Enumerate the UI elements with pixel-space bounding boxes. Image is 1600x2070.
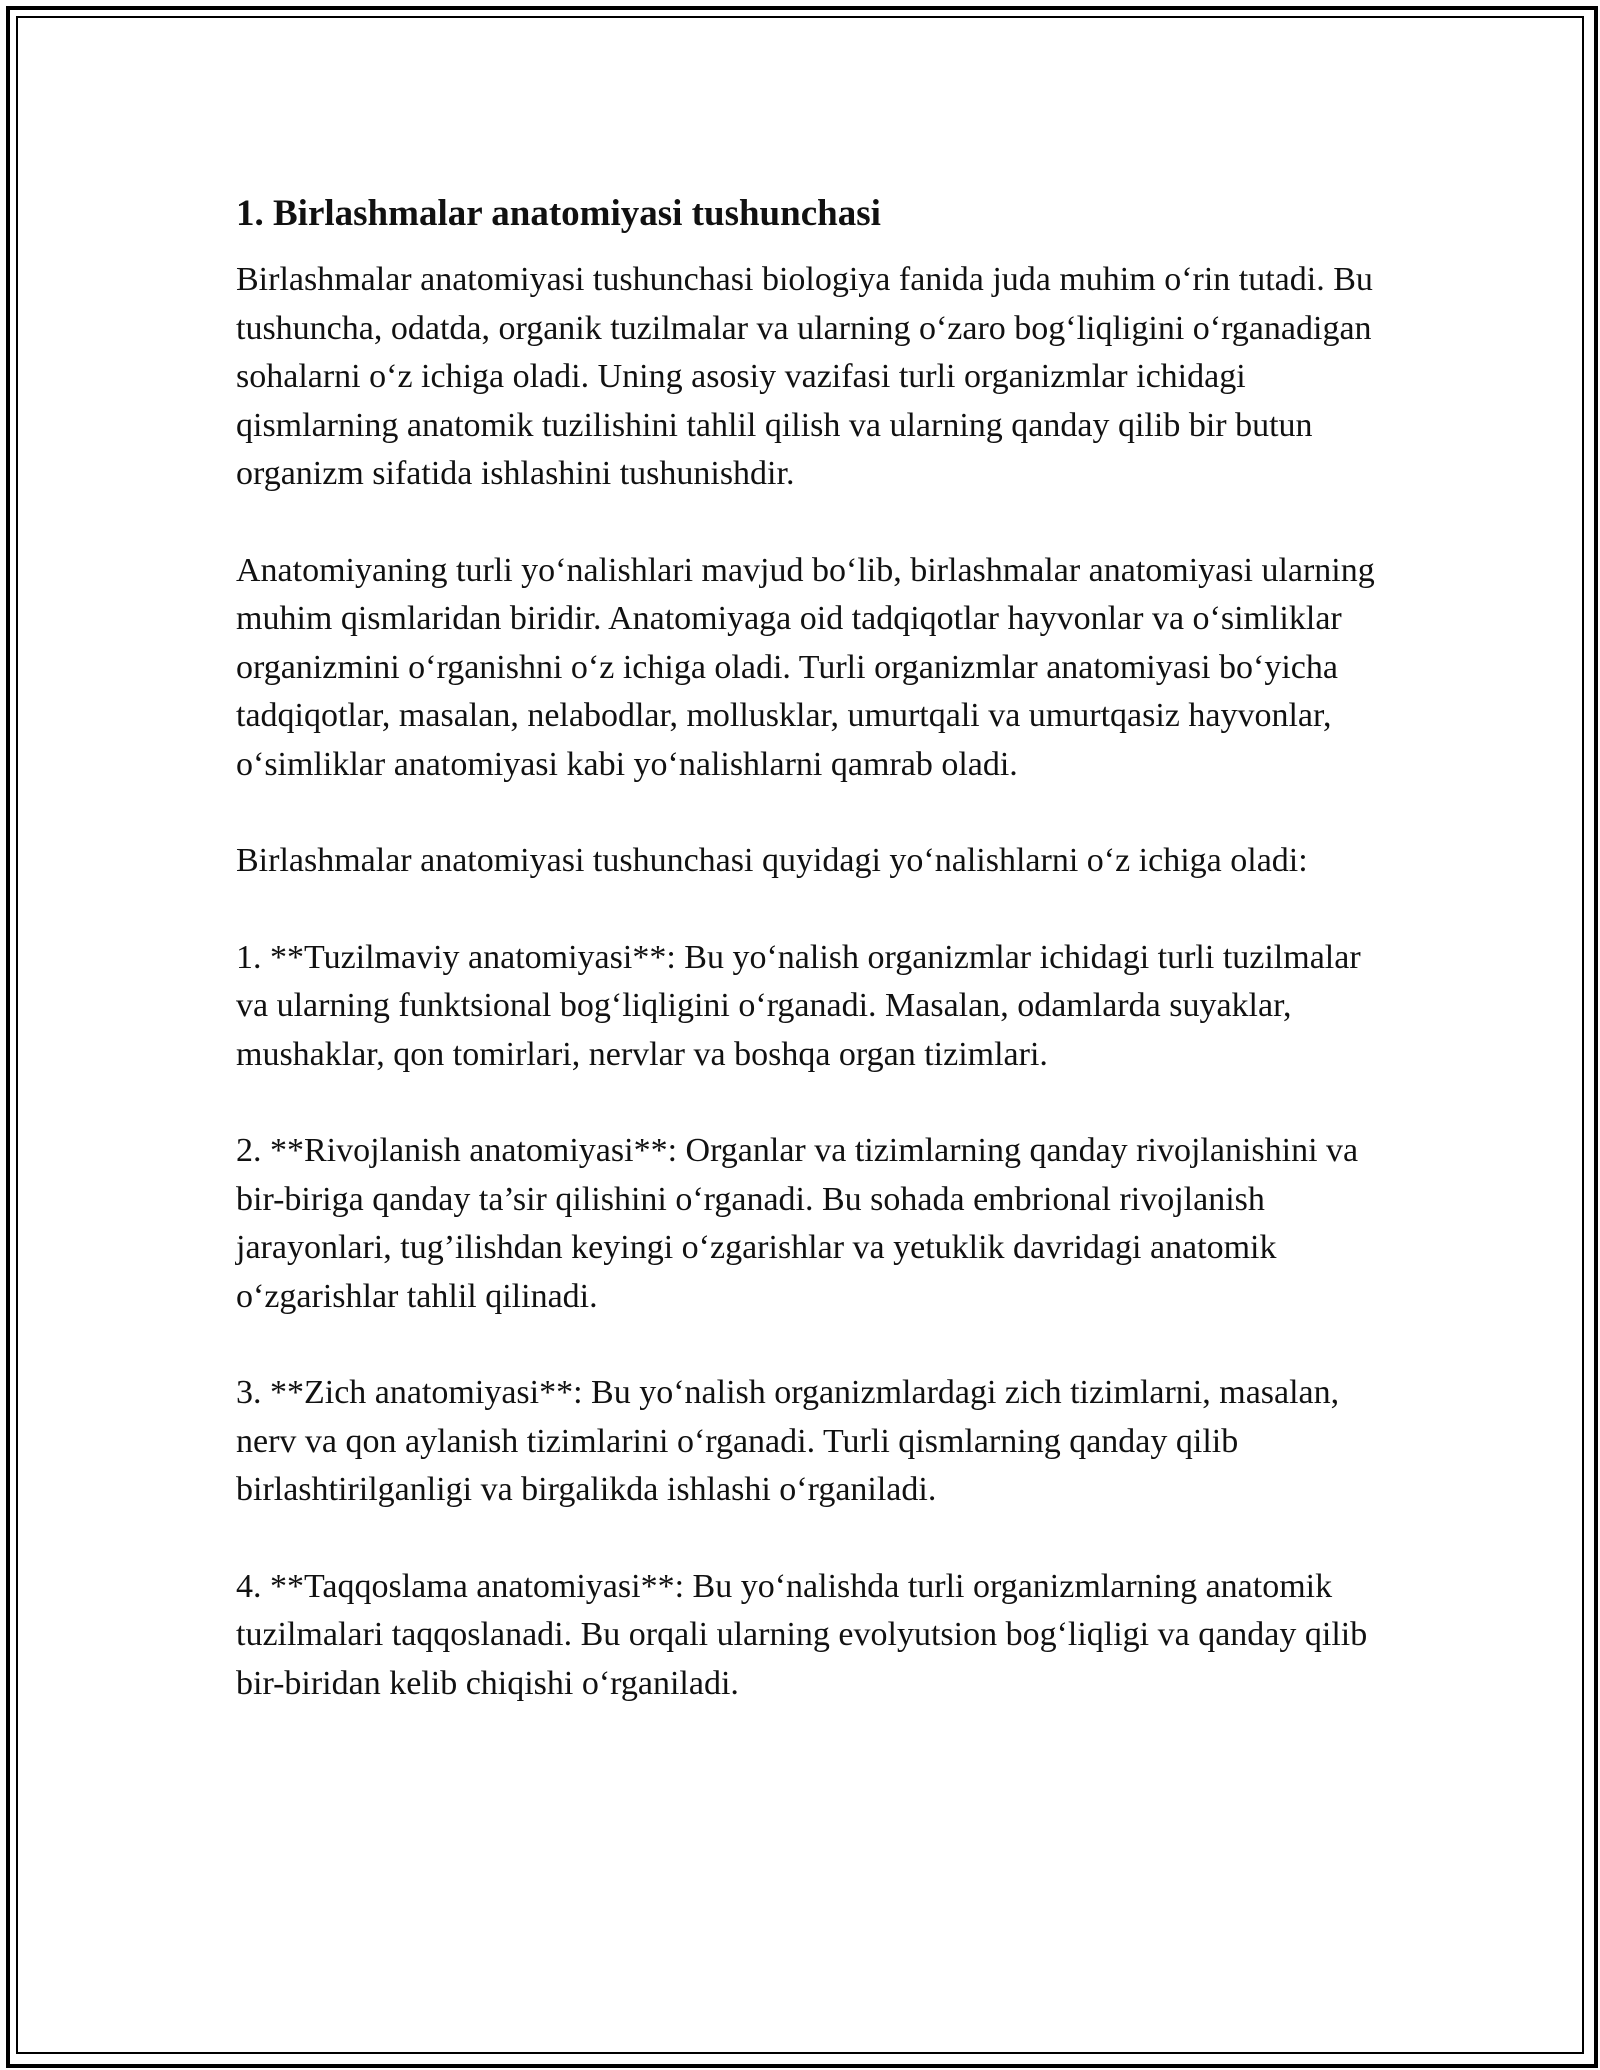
list-item-developmental: 2. **Rivojlanish anatomiyasi**: Organlar va tizimlarning qanday rivojlanishini va bir-biriga qanday ta’sir qilishini o‘rganadi. Bu sohada embrional rivojlanish jarayonlari, tug’ilishdan keyingi o‘zgarishlar va yetuklik davridagi anatomik o‘zgarishlar tahlil qilinadi. <box>236 1132 1359 1315</box>
paragraph-intro: Birlashmalar anatomiyasi tushunchasi biologiya fanida juda muhim o‘rin tutadi. Bu tushuncha, odatda, organik tuzilmalar va ularning o‘zaro bog‘liqligini o‘rganadigan sohalarni o‘z ichiga oladi. Uning asosiy vazifasi turli organizmlar ichidagi qismlarning anatomik tuzilishini tahlil qilish va ularning qanday qilib bir butun organizm sifatida ishlashini tushunishdir. <box>236 261 1373 492</box>
list-item-structural: 1. **Tuzilmaviy anatomiyasi**: Bu yo‘nalish organizmlar ichidagi turli tuzilmalar va ularning funktsional bog‘liqligini o‘rganadi. Masalan, odamlarda suyaklar, mushaklar, qon tomirlari, nervlar va boshqa organ tizimlari. <box>236 938 1361 1073</box>
document-body <box>236 186 1376 1756</box>
paragraph-list-intro: Birlashmalar anatomiyasi tushunchasi quyidagi yo‘nalishlarni o‘z ichiga oladi: <box>236 842 1308 879</box>
paragraph-directions: Anatomiyaning turli yo‘nalishlari mavjud bo‘lib, birlashmalar anatomiyasi ularning muhim qismlaridan biridir. Anatomiyaga oid tadqiqotlar hayvonlar va o‘simliklar organizmini o‘rganishni o‘z ichiga oladi. Turli organizmlar anatomiyasi bo‘yicha tadqiqotlar, masalan, nelabodlar, mollusklar, umurtqali va umurtqasiz hayvonlar, o‘simliklar anatomiyasi kabi yo‘nalishlarni qamrab oladi. <box>236 551 1375 783</box>
list-item-comparative: 4. **Taqqoslama anatomiyasi**: Bu yo‘nalishda turli organizmlarning anatomik tuzilmalari taqqoslanadi. Bu orqali ularning evolyutsion bog‘liqligi va qanday qilib bir-biridan kelib chiqishi o‘rganiladi. <box>236 1567 1368 1702</box>
section-heading: 1. Birlashmalar anatomiyasi tushunchasi <box>236 193 881 234</box>
list-item-dense: 3. **Zich anatomiyasi**: Bu yo‘nalish organizmlardagi zich tizimlarni, masalan, nerv va qon aylanish tizimlarini o‘rganadi. Turli qismlarning qanday qilib birlashtirilganligi va birgalikda ishlashi o‘rganiladi. <box>236 1374 1340 1508</box>
